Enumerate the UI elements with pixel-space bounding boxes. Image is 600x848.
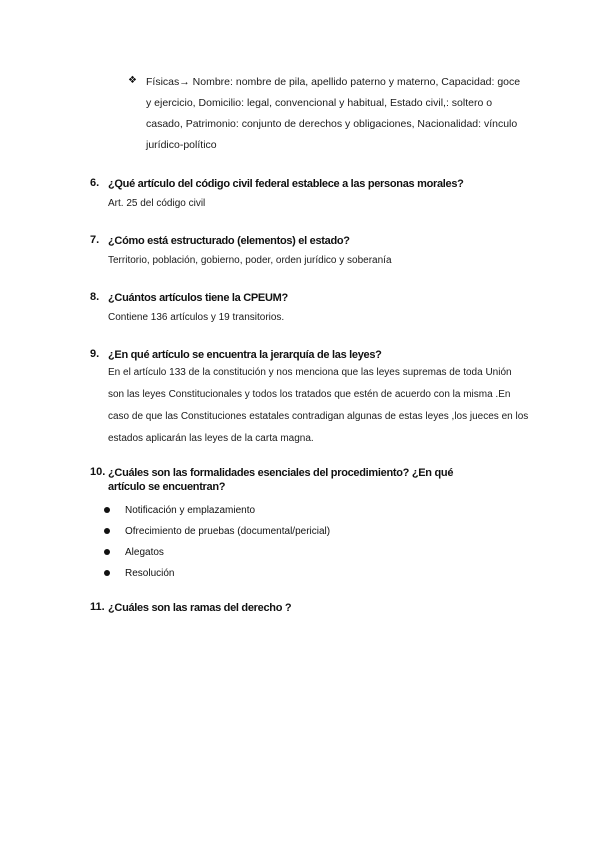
intro-bullet-text: Físicas→ Nombre: nombre de pila, apellido paterno y materno, Capacidad: goce y ejercicio, Domicilio: legal, convencional y habitual, Estado civil,: soltero o casado, Patrimonio: conjunto de derechos y obligaciones, Nacionalidad: vínculo jurídico-político [146,76,521,151]
question-number: 8. [90,291,100,303]
question-title: ¿Cuántos artículos tiene la CPEUM? [108,292,288,304]
bullet-dot-icon [104,507,110,513]
question-number: 6. [90,177,100,189]
list-item: Notificación y emplazamiento [125,500,530,521]
bullet-dot-icon [104,549,110,555]
question-answer: Art. 25 del código civil [108,198,206,209]
question-title: ¿Cuáles son las ramas del derecho ? [108,602,292,614]
list-item: Ofrecimiento de pruebas (documental/pericial) [125,521,530,542]
question-6 [90,177,530,213]
question-number: 10. [90,466,106,478]
question-number: 9. [90,348,100,360]
procedure-list [90,500,530,584]
question-title: ¿Cuáles son las formalidades esenciales del procedimiento? ¿En qué artículo se encuentran? [108,467,454,493]
question-11 [90,601,530,615]
question-7 [90,234,530,270]
question-9 [90,348,530,450]
list-item: Resolución [125,563,530,584]
intro-bullet [128,72,528,156]
question-answer: En el artículo 133 de la constitución y nos menciona que las leyes supremas de toda Unión son las leyes Constitucionales y todos los tratados que estén de acuerdo con la misma .En caso de que las Constituciones estatales contradigan algunas de estas leyes ,los jueces en los estados aplicarán las leyes de la carta magna. [108,367,529,444]
bullet-dot-icon [104,528,110,534]
bullet-dot-icon [104,570,110,576]
question-title: ¿En qué artículo se encuentra la jerarquía de las leyes? [108,349,382,361]
diamond-bullet-icon: ❖ [128,75,137,86]
question-8 [90,291,530,327]
question-number: 7. [90,234,100,246]
question-answer: Territorio, población, gobierno, poder, orden jurídico y soberanía [108,255,392,266]
question-title: ¿Cómo está estructurado (elementos) el estado? [108,235,350,247]
question-answer: Contiene 136 artículos y 19 transitorios. [108,312,285,323]
list-item: Alegatos [125,542,530,563]
question-10 [90,466,530,584]
question-title: ¿Qué artículo del código civil federal establece a las personas morales? [108,178,464,190]
question-number: 11. [90,601,105,613]
